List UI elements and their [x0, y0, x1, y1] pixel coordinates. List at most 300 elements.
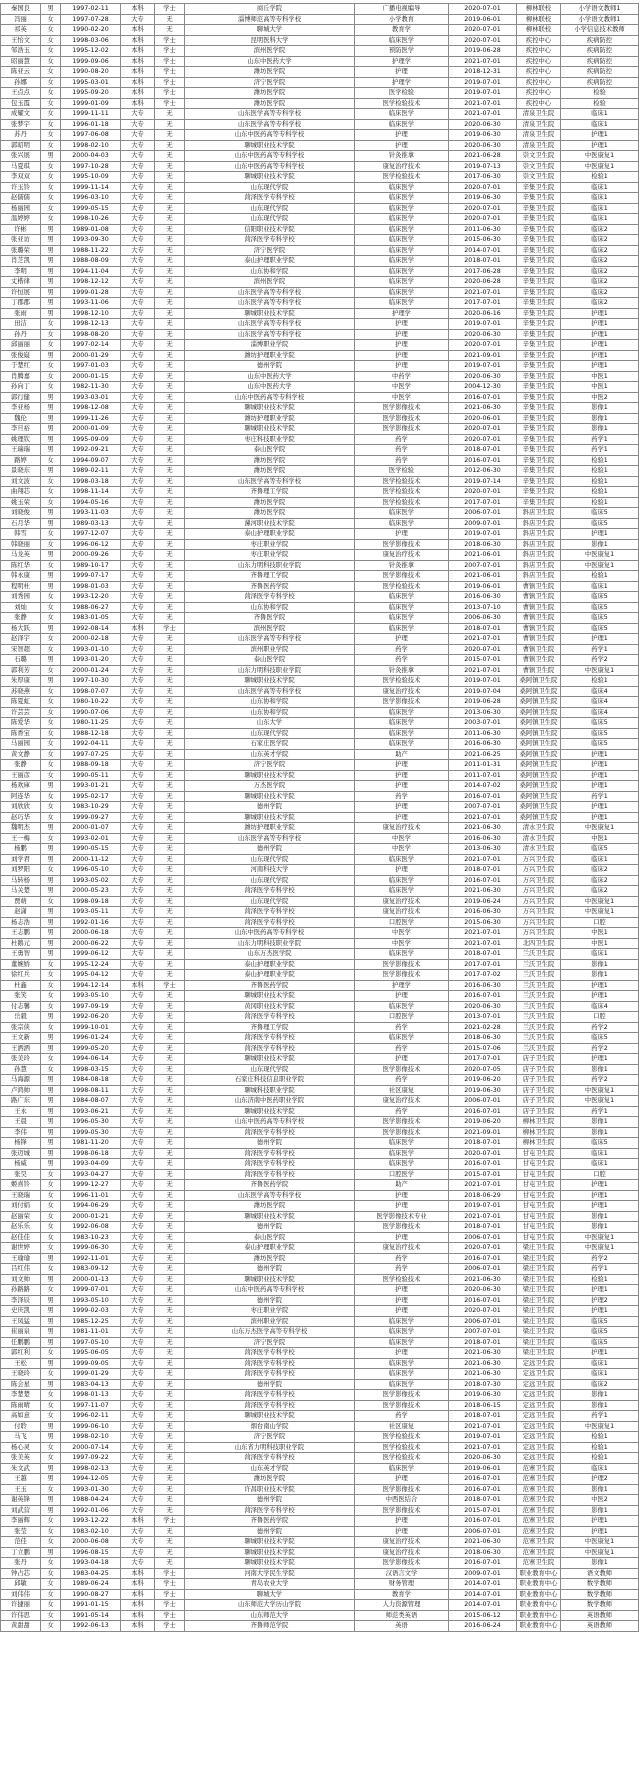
staff-roster-table — [0, 3, 639, 1632]
cell-major: 药学 — [355, 1253, 449, 1264]
cell-graduation-date: 2019-07-04 — [449, 686, 517, 697]
cell-gender: 男 — [41, 823, 61, 834]
cell-graduation-date: 2017-06-30 — [449, 172, 517, 183]
cell-position: 中医1 — [561, 928, 639, 939]
cell-name: 田洁 — [1, 319, 41, 330]
cell-school: 济宁医学院 — [185, 1432, 355, 1443]
cell-position: 中医康复1 — [561, 1537, 639, 1548]
cell-unit: 桑阿镇卫生院 — [517, 760, 561, 771]
cell-gender: 女 — [41, 970, 61, 981]
cell-major: 助产 — [355, 749, 449, 760]
cell-position: 临床2 — [561, 256, 639, 267]
cell-gender: 男 — [41, 245, 61, 256]
cell-unit: 店子卫生院 — [517, 1096, 561, 1107]
cell-birth-date: 2000-01-21 — [61, 1211, 121, 1222]
cell-name: 谢英锋 — [1, 1495, 41, 1506]
cell-unit: 柳林联校 — [517, 14, 561, 25]
table-row — [1, 298, 639, 309]
cell-degree: 无 — [155, 707, 185, 718]
cell-graduation-date: 2020-06-30 — [449, 119, 517, 130]
cell-position: 临床1 — [561, 581, 639, 592]
cell-degree: 无 — [155, 151, 185, 162]
cell-position: 临床1 — [561, 1463, 639, 1474]
cell-gender: 女 — [41, 959, 61, 970]
cell-position: 临床5 — [561, 1033, 639, 1044]
cell-graduation-date: 2016-07-01 — [449, 455, 517, 466]
cell-birth-date: 1997-02-11 — [61, 4, 121, 15]
table-row — [1, 266, 639, 277]
cell-position: 临床1 — [561, 1369, 639, 1380]
cell-education: 大专 — [121, 392, 155, 403]
table-row — [1, 67, 639, 78]
cell-position: 中医康复1 — [561, 896, 639, 907]
cell-gender: 女 — [41, 46, 61, 57]
cell-graduation-date: 2020-07-01 — [449, 1306, 517, 1317]
cell-school: 菏泽医学专科学校 — [185, 193, 355, 204]
cell-education: 大专 — [121, 1012, 155, 1023]
cell-position: 护理1 — [561, 1180, 639, 1191]
cell-major: 临床医学 — [355, 854, 449, 865]
cell-birth-date: 1993-04-27 — [61, 1169, 121, 1180]
cell-birth-date: 1995-12-02 — [61, 46, 121, 57]
cell-graduation-date: 2007-07-01 — [449, 560, 517, 571]
cell-unit: 辛集卫生院 — [517, 476, 561, 487]
cell-school: 山东省力明科技职业学院 — [185, 1442, 355, 1453]
cell-unit: 辛集卫生院 — [517, 424, 561, 435]
cell-major: 临床医学 — [355, 592, 449, 603]
cell-birth-date: 1993-11-06 — [61, 298, 121, 309]
cell-education: 大专 — [121, 1484, 155, 1495]
cell-education: 大专 — [121, 1358, 155, 1369]
table-row — [1, 655, 639, 666]
cell-education: 大专 — [121, 529, 155, 540]
cell-gender: 女 — [41, 634, 61, 645]
cell-graduation-date: 2019-06-30 — [449, 193, 517, 204]
cell-major: 护理 — [355, 781, 449, 792]
cell-education: 大专 — [121, 403, 155, 414]
cell-name: 李亚杨 — [1, 403, 41, 414]
cell-major: 护理学 — [355, 308, 449, 319]
table-row — [1, 1495, 639, 1506]
cell-school: 商丘学院 — [185, 4, 355, 15]
cell-gender: 女 — [41, 1484, 61, 1495]
cell-graduation-date: 2020-06-30 — [449, 1001, 517, 1012]
cell-gender: 女 — [41, 98, 61, 109]
cell-gender: 女 — [41, 1442, 61, 1453]
cell-graduation-date: 2018-07-01 — [449, 1337, 517, 1348]
cell-name: 邱丽丽 — [1, 340, 41, 351]
table-row — [1, 287, 639, 298]
cell-unit: 柳林卫生院 — [517, 1138, 561, 1149]
cell-school: 聊城职业技术学院 — [185, 991, 355, 1002]
cell-unit: 柳林卫生院 — [517, 1127, 561, 1138]
cell-school: 济宁医学院 — [185, 1337, 355, 1348]
cell-position: 临床1 — [561, 854, 639, 865]
cell-education: 本科 — [121, 980, 155, 991]
cell-school: 聊城职业技术学院 — [185, 1411, 355, 1422]
cell-name: 郭利芳 — [1, 665, 41, 676]
cell-graduation-date: 2018-12-31 — [449, 67, 517, 78]
cell-school: 山东中医药大学 — [185, 382, 355, 393]
cell-school: 潍坊护理职业学院 — [185, 350, 355, 361]
cell-school: 潍坊医学院 — [185, 508, 355, 519]
cell-name: 朱文武 — [1, 1463, 41, 1474]
cell-position: 临床4 — [561, 697, 639, 708]
cell-position: 检验1 — [561, 455, 639, 466]
cell-gender: 男 — [41, 1075, 61, 1086]
table-row — [1, 224, 639, 235]
table-row — [1, 949, 639, 960]
cell-graduation-date: 2019-06-24 — [449, 896, 517, 907]
cell-gender: 男 — [41, 1085, 61, 1096]
cell-birth-date: 1995-09-09 — [61, 434, 121, 445]
cell-birth-date: 1998-03-18 — [61, 476, 121, 487]
cell-birth-date: 1999-05-30 — [61, 1127, 121, 1138]
cell-name: 王晓玲 — [1, 1369, 41, 1380]
cell-graduation-date: 2019-06-30 — [449, 130, 517, 141]
cell-unit: 崇文卫生院 — [517, 172, 561, 183]
cell-unit: 柳林卫生院 — [517, 1117, 561, 1128]
cell-graduation-date: 2006-07-01 — [449, 508, 517, 519]
cell-graduation-date: 2019-07-01 — [449, 361, 517, 372]
cell-unit: 兰沃卫生院 — [517, 1001, 561, 1012]
cell-degree: 无 — [155, 844, 185, 855]
cell-graduation-date: 2016-06-30 — [449, 592, 517, 603]
cell-degree: 无 — [155, 907, 185, 918]
cell-degree: 无 — [155, 1316, 185, 1327]
cell-position: 护理1 — [561, 1285, 639, 1296]
cell-gender: 女 — [41, 812, 61, 823]
cell-position: 临床5 — [561, 728, 639, 739]
cell-major: 护理 — [355, 130, 449, 141]
cell-school: 山东协和学院 — [185, 266, 355, 277]
cell-major: 医学检验技术 — [355, 1442, 449, 1453]
cell-gender: 男 — [41, 1358, 61, 1369]
cell-unit: 辛集卫生院 — [517, 214, 561, 225]
cell-education: 大专 — [121, 1180, 155, 1191]
cell-unit: 兰沃卫生院 — [517, 970, 561, 981]
cell-education: 大专 — [121, 1106, 155, 1117]
cell-unit: 桑阿镇卫生院 — [517, 770, 561, 781]
cell-position: 临床2 — [561, 287, 639, 298]
cell-name: 马转杨 — [1, 875, 41, 886]
cell-degree: 无 — [155, 550, 185, 561]
cell-school: 德州学院 — [185, 1526, 355, 1537]
cell-degree: 学士 — [155, 35, 185, 46]
cell-graduation-date: 2019-06-30 — [449, 1085, 517, 1096]
cell-school: 山东医学高等专科学校 — [185, 109, 355, 120]
cell-degree: 无 — [155, 518, 185, 529]
cell-birth-date: 1993-12-22 — [61, 1516, 121, 1527]
cell-graduation-date: 2019-06-30 — [449, 1390, 517, 1401]
cell-birth-date: 1988-04-24 — [61, 1495, 121, 1506]
cell-position: 疾病防控 — [561, 46, 639, 57]
cell-school: 山东医学高等专科学校 — [185, 634, 355, 645]
cell-position: 临床2 — [561, 235, 639, 246]
cell-birth-date: 1993-02-01 — [61, 833, 121, 844]
cell-gender: 女 — [41, 1579, 61, 1590]
cell-gender: 女 — [41, 1243, 61, 1254]
cell-school: 菏泽医学专科学校 — [185, 886, 355, 897]
cell-major: 医学检验技术 — [355, 1274, 449, 1285]
cell-unit: 辛集卫生院 — [517, 445, 561, 456]
cell-school: 德州学院 — [185, 361, 355, 372]
cell-graduation-date: 2020-07-01 — [449, 1148, 517, 1159]
cell-position: 临床4 — [561, 1001, 639, 1012]
cell-school: 枣庄科技职业学院 — [185, 434, 355, 445]
cell-unit: 万兴卫生院 — [517, 896, 561, 907]
cell-school: 德州学院 — [185, 1495, 355, 1506]
cell-education: 大专 — [121, 1285, 155, 1296]
cell-birth-date: 1997-09-19 — [61, 1001, 121, 1012]
cell-major: 护理 — [355, 865, 449, 876]
cell-graduation-date: 2020-07-01 — [449, 487, 517, 498]
cell-degree: 无 — [155, 140, 185, 151]
cell-graduation-date: 2021-07-01 — [449, 634, 517, 645]
cell-major: 医学影像技术 — [355, 1400, 449, 1411]
cell-school: 聊城职业技术学院 — [185, 791, 355, 802]
cell-birth-date: 1997-07-25 — [61, 749, 121, 760]
cell-birth-date: 1997-10-30 — [61, 676, 121, 687]
cell-name: 高如意 — [1, 1411, 41, 1422]
cell-school: 滨州职业学院 — [185, 644, 355, 655]
cell-name: 王玉 — [1, 1484, 41, 1495]
table-row — [1, 854, 639, 865]
cell-gender: 女 — [41, 613, 61, 624]
cell-gender: 男 — [41, 434, 61, 445]
cell-graduation-date: 2021-07-01 — [449, 665, 517, 676]
cell-school: 枣庄职业学院 — [185, 1306, 355, 1317]
cell-gender: 男 — [41, 424, 61, 435]
cell-gender: 女 — [41, 1369, 61, 1380]
cell-school: 潍坊医学院 — [185, 1201, 355, 1212]
cell-education: 大专 — [121, 718, 155, 729]
cell-school: 山东大学 — [185, 718, 355, 729]
cell-degree: 无 — [155, 1337, 185, 1348]
cell-major: 护理 — [355, 1285, 449, 1296]
cell-gender: 女 — [41, 130, 61, 141]
cell-school: 山东现代学院 — [185, 896, 355, 907]
table-row — [1, 56, 639, 67]
cell-gender: 男 — [41, 1306, 61, 1317]
cell-unit: 桑阿镇卫生院 — [517, 707, 561, 718]
cell-degree: 无 — [155, 445, 185, 456]
cell-degree: 无 — [155, 1243, 185, 1254]
cell-degree: 无 — [155, 1526, 185, 1537]
cell-degree: 无 — [155, 1442, 185, 1453]
cell-degree: 无 — [155, 476, 185, 487]
cell-education: 大专 — [121, 602, 155, 613]
cell-name: 岳毅 — [1, 1012, 41, 1023]
cell-unit: 梁庄卫生院 — [517, 1295, 561, 1306]
cell-gender: 男 — [41, 938, 61, 949]
cell-name: 路广东 — [1, 1096, 41, 1107]
cell-degree: 无 — [155, 1495, 185, 1506]
cell-gender: 女 — [41, 697, 61, 708]
cell-birth-date: 1983-04-13 — [61, 1379, 121, 1390]
cell-position: 临床1 — [561, 109, 639, 120]
table-row — [1, 4, 639, 15]
cell-graduation-date: 2018-07-01 — [449, 623, 517, 634]
cell-school: 菏泽医学专科学校 — [185, 592, 355, 603]
cell-name: 刘晓俊 — [1, 508, 41, 519]
cell-position: 影像1 — [561, 1400, 639, 1411]
cell-position: 药学1 — [561, 644, 639, 655]
cell-position: 护理1 — [561, 529, 639, 540]
cell-position: 护理1 — [561, 350, 639, 361]
cell-birth-date: 1990-02-20 — [61, 25, 121, 36]
table-row — [1, 1264, 639, 1275]
cell-position: 检验 — [561, 88, 639, 99]
table-row — [1, 1421, 639, 1432]
table-row — [1, 1306, 639, 1317]
cell-birth-date: 1989-03-13 — [61, 518, 121, 529]
cell-gender: 女 — [41, 455, 61, 466]
table-row — [1, 928, 639, 939]
cell-unit: 店子卫生院 — [517, 1064, 561, 1075]
cell-name: 王洒洒 — [1, 1043, 41, 1054]
cell-school: 聊城职业技术学院 — [185, 140, 355, 151]
cell-birth-date: 1995-12-24 — [61, 959, 121, 970]
table-row — [1, 1442, 639, 1453]
cell-birth-date: 2000-06-18 — [61, 928, 121, 939]
cell-graduation-date: 2020-06-01 — [449, 413, 517, 424]
cell-gender: 女 — [41, 77, 61, 88]
cell-unit: 范寨卫生院 — [517, 1463, 561, 1474]
cell-degree: 无 — [155, 266, 185, 277]
cell-graduation-date: 2019-06-20 — [449, 1117, 517, 1128]
cell-name: 郭行健 — [1, 392, 41, 403]
cell-unit: 辛集卫生院 — [517, 329, 561, 340]
cell-education: 大专 — [121, 1495, 155, 1506]
cell-major: 教育学 — [355, 25, 449, 36]
cell-major: 药学 — [355, 1106, 449, 1117]
cell-major: 医学检验技术 — [355, 172, 449, 183]
table-row — [1, 1579, 639, 1590]
table-row — [1, 518, 639, 529]
cell-birth-date: 1999-01-29 — [61, 1369, 121, 1380]
cell-gender: 女 — [41, 1621, 61, 1632]
cell-graduation-date: 2004-12-30 — [449, 382, 517, 393]
cell-position: 护理1 — [561, 1201, 639, 1212]
cell-major: 药学 — [355, 644, 449, 655]
cell-major: 护理 — [355, 67, 449, 78]
cell-degree: 无 — [155, 1211, 185, 1222]
cell-graduation-date: 2020-07-01 — [449, 182, 517, 193]
cell-degree: 无 — [155, 14, 185, 25]
cell-graduation-date: 2018-06-29 — [449, 1190, 517, 1201]
cell-position: 中医康复1 — [561, 1547, 639, 1558]
cell-education: 大专 — [121, 224, 155, 235]
table-row — [1, 1033, 639, 1044]
cell-name: 李明 — [1, 266, 41, 277]
cell-birth-date: 1994-09-07 — [61, 455, 121, 466]
table-row — [1, 613, 639, 624]
cell-major: 医学影像技术 — [355, 571, 449, 582]
cell-gender: 男 — [41, 1096, 61, 1107]
cell-gender: 女 — [41, 1558, 61, 1569]
cell-birth-date: 1997-12-07 — [61, 529, 121, 540]
cell-gender: 男 — [41, 266, 61, 277]
cell-gender: 男 — [41, 235, 61, 246]
cell-gender: 女 — [41, 172, 61, 183]
cell-birth-date: 2000-06-08 — [61, 1537, 121, 1548]
cell-degree: 无 — [155, 1411, 185, 1422]
cell-graduation-date: 2021-06-01 — [449, 550, 517, 561]
cell-position: 口腔 — [561, 917, 639, 928]
cell-school: 聊城职业技术学院 — [185, 424, 355, 435]
cell-unit: 兰沃卫生院 — [517, 949, 561, 960]
cell-gender: 女 — [41, 161, 61, 172]
cell-education: 大专 — [121, 487, 155, 498]
cell-birth-date: 2000-09-26 — [61, 550, 121, 561]
table-row — [1, 1211, 639, 1222]
table-row — [1, 560, 639, 571]
cell-major: 临床医学 — [355, 235, 449, 246]
cell-name: 姚玉荣 — [1, 497, 41, 508]
cell-education: 本科 — [121, 1579, 155, 1590]
cell-position: 临床5 — [561, 1316, 639, 1327]
cell-major: 助产 — [355, 1180, 449, 1191]
cell-name: 张亚访 — [1, 235, 41, 246]
cell-major: 针灸推拿 — [355, 665, 449, 676]
cell-graduation-date: 2020-06-28 — [449, 277, 517, 288]
cell-gender: 女 — [41, 109, 61, 120]
cell-education: 大专 — [121, 109, 155, 120]
cell-gender: 男 — [41, 1474, 61, 1485]
cell-education: 大专 — [121, 1442, 155, 1453]
table-row — [1, 203, 639, 214]
cell-graduation-date: 2018-06-30 — [449, 1033, 517, 1044]
cell-education: 大专 — [121, 770, 155, 781]
cell-graduation-date: 2021-06-30 — [449, 823, 517, 834]
cell-degree: 无 — [155, 1180, 185, 1191]
cell-unit: 疾控中心 — [517, 46, 561, 57]
cell-degree: 学士 — [155, 88, 185, 99]
cell-name: 许玉铃 — [1, 182, 41, 193]
cell-major: 临床医学 — [355, 623, 449, 634]
cell-unit: 辛集卫生院 — [517, 466, 561, 477]
cell-unit: 辛集卫生院 — [517, 382, 561, 393]
table-row — [1, 1232, 639, 1243]
cell-school: 山东现代学院 — [185, 182, 355, 193]
cell-gender: 女 — [41, 88, 61, 99]
cell-school: 山东力明科技职业学院 — [185, 938, 355, 949]
cell-degree: 学士 — [155, 98, 185, 109]
cell-major: 护理 — [355, 1190, 449, 1201]
cell-degree: 无 — [155, 1379, 185, 1390]
cell-major: 临床医学 — [355, 949, 449, 960]
cell-graduation-date: 2019-06-28 — [449, 697, 517, 708]
table-row — [1, 1117, 639, 1128]
cell-position: 小学语文教师1 — [561, 14, 639, 25]
table-row — [1, 739, 639, 750]
cell-major: 护理 — [355, 760, 449, 771]
cell-education: 大专 — [121, 613, 155, 624]
table-row — [1, 319, 639, 330]
cell-education: 大专 — [121, 235, 155, 246]
cell-degree: 无 — [155, 1295, 185, 1306]
cell-school: 山东万杰医学高等专科学校 — [185, 1327, 355, 1338]
cell-birth-date: 1984-08-18 — [61, 1075, 121, 1086]
cell-education: 大专 — [121, 256, 155, 267]
cell-gender: 女 — [41, 560, 61, 571]
cell-education: 本科 — [121, 35, 155, 46]
cell-degree: 无 — [155, 959, 185, 970]
cell-major: 医学影像技术 — [355, 959, 449, 970]
table-row — [1, 907, 639, 918]
cell-degree: 无 — [155, 970, 185, 981]
